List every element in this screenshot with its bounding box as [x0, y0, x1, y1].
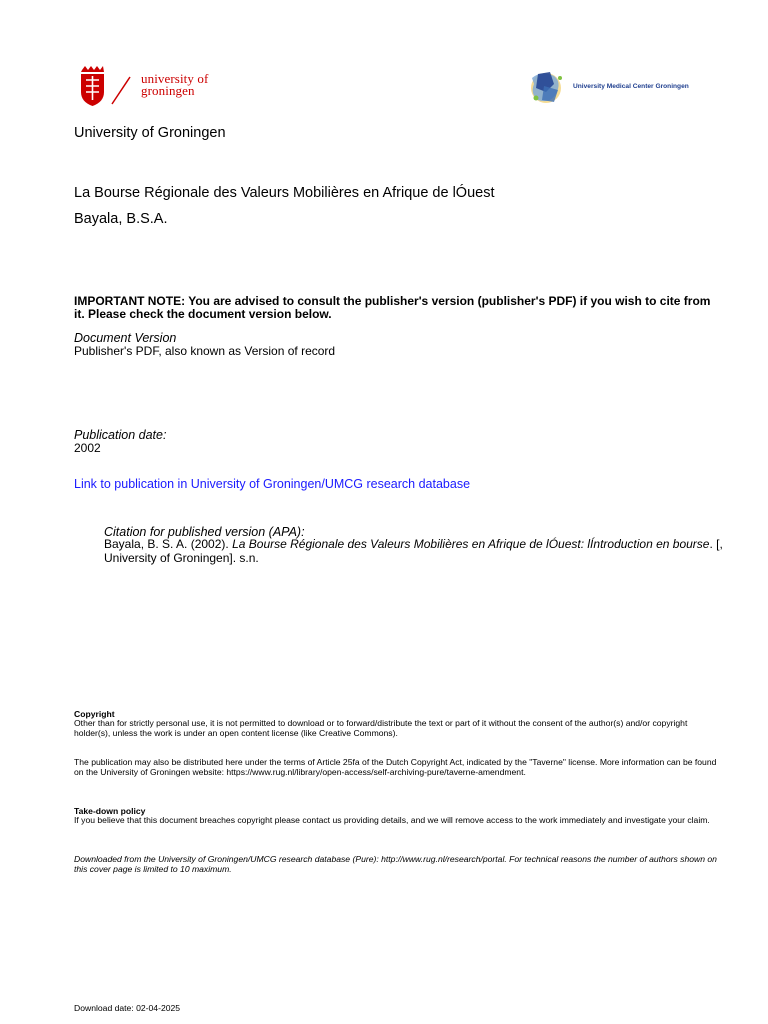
- document-version-value: Publisher's PDF, also known as Version of record: [74, 344, 336, 358]
- institution-name: University of Groningen: [74, 125, 226, 141]
- rug-wordmark-line1: university of: [141, 71, 209, 86]
- publication-author: Bayala, B.S.A.: [74, 211, 168, 227]
- important-note: IMPORTANT NOTE: You are advised to consult the publisher's version (publisher's PDF) if you wish to cite from it. Please check the document version below.: [74, 294, 711, 321]
- university-of-groningen-logo: [78, 66, 228, 110]
- rug-crest-icon: [78, 66, 138, 110]
- publication-date-label: Publication date:: [74, 428, 167, 442]
- umcg-wordmark: University Medical Center Groningen: [573, 83, 689, 90]
- citation-suffix: . [, University of Groningen]. s.n.: [104, 537, 723, 565]
- publication-date-value: 2002: [74, 441, 101, 455]
- citation-title: La Bourse Régionale des Valeurs Mobilières en Afrique de lÓuest: lÍntroduction en bourse: [232, 537, 710, 551]
- umcg-logo: [524, 64, 724, 112]
- umcg-emblem-icon: [524, 64, 570, 112]
- rug-wordmark-line2: groningen: [141, 83, 195, 98]
- downloaded-notice: Downloaded from the University of Groningen/UMCG research database (Pure): http://www.rug.nl/research/portal. For technical reasons the number of authors shown on this cover page is limited to 10 maximum.: [74, 854, 717, 874]
- publication-title: La Bourse Régionale des Valeurs Mobilières en Afrique de lÓuest: [74, 185, 495, 201]
- takedown-heading: Take-down policy: [74, 806, 146, 816]
- publication-link[interactable]: Link to publication in University of Groningen/UMCG research database: [74, 477, 471, 491]
- copyright-heading: Copyright: [74, 709, 115, 719]
- takedown-text: If you believe that this document breaches copyright please contact us providing details, and we will remove access to the work immediately and investigate your claim.: [74, 815, 710, 825]
- copyright-text: Other than for strictly personal use, it is not permitted to download or to forward/distribute the text or part of it without the consent of the author(s) and/or copyright holder(s), unless the work is under an open content license (like Creative Commons).: [74, 718, 688, 738]
- citation-prefix: Bayala, B. S. A. (2002).: [104, 537, 233, 551]
- citation-text: [104, 538, 724, 565]
- document-version-label: Document Version: [74, 331, 177, 345]
- download-date: Download date: 02-04-2025: [74, 1003, 181, 1013]
- citation-label: Citation for published version (APA):: [104, 525, 305, 539]
- taverne-text: The publication may also be distributed here under the terms of Article 25fa of the Dutch Copyright Act, indicated by the "Taverne" license. More information can be found on the University of Groningen website: https://www.rug.nl/library/open-access/self-archiving-pure/taverne-amendment.: [74, 757, 717, 777]
